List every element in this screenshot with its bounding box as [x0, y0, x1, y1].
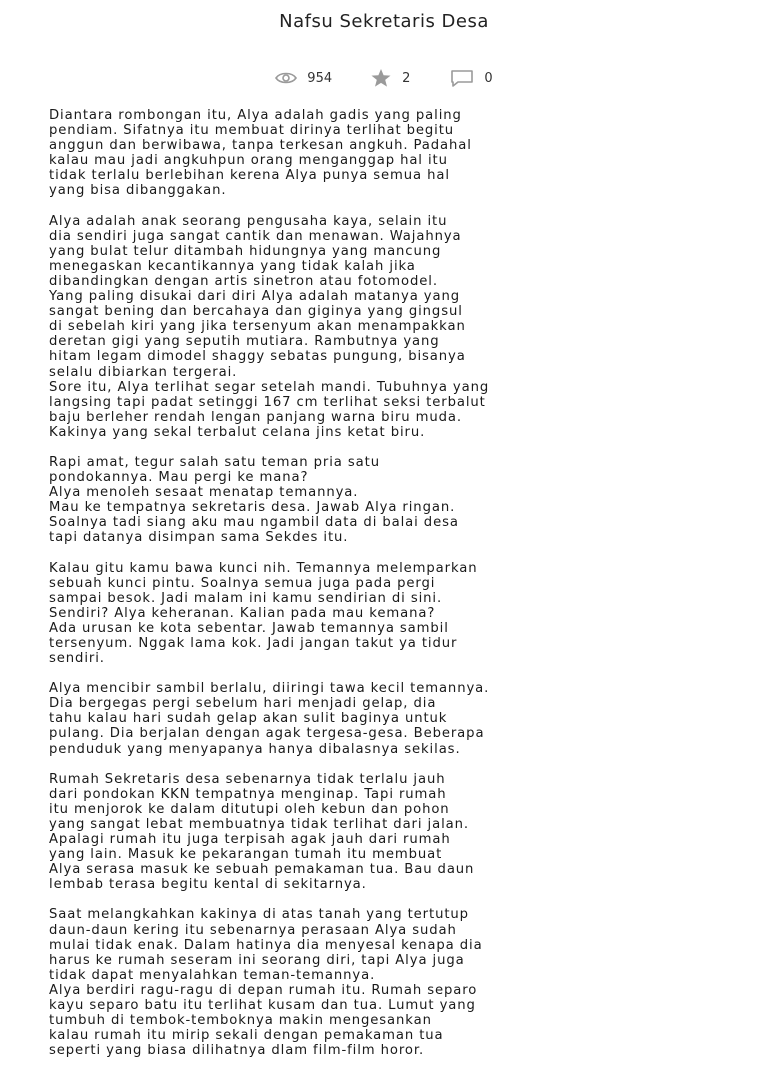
story-line: di sebelah kiri yang jika tersenyum akan menampakkan	[49, 319, 466, 335]
story-line: Alya berdiri ragu-ragu di depan rumah itu. Rumah separo	[49, 982, 478, 998]
story-line: Sendiri? Alya keheranan. Kalian pada mau kemana?	[49, 605, 436, 621]
story-line: Kakinya yang sekal terbalut celana jins ketat biru.	[49, 424, 426, 440]
story-line: tidak terlalu berlebihan kerena Alya punya semua hal	[49, 168, 450, 184]
story-line: Soalnya tadi siang aku mau ngambil data di balai desa	[49, 515, 459, 531]
story-line: kayu separo batu itu terlihat kusam dan tua. Lumut yang	[49, 997, 476, 1013]
story-line: hitam legam dimodel shaggy sebatas pungung, bisanya	[49, 349, 466, 365]
story-line: yang sangat lebat membuatnya tidak terlihat dari jalan.	[49, 816, 469, 832]
comments-stat	[450, 69, 492, 87]
story-line: Mau ke tempatnya sekretaris desa. Jawab Alya ringan.	[49, 500, 456, 516]
story-line: Rapi amat, tegur salah satu teman pria satu	[49, 454, 380, 470]
story-line: tumbuh di tembok-temboknya makin mengesankan	[49, 1013, 432, 1029]
story-line: Alya serasa masuk ke sebuah pemakaman tua. Bau daun	[49, 862, 475, 878]
story-line: penduduk yang menyapanya hanya dibalasnya sekilas.	[49, 741, 461, 757]
story-line: dibandingkan dengan artis sinetron atau fotomodel.	[49, 273, 438, 289]
story-line: yang lain. Masuk ke pekarangan tumah itu membuat	[49, 847, 443, 863]
story-line: harus ke rumah seseram ini seorang diri, tapi Alya juga	[49, 952, 465, 968]
story-line: Sore itu, Alya terlihat segar setelah mandi. Tubuhnya yang	[49, 379, 490, 395]
story-line: kalau rumah itu mirip sekali dengan pemakaman tua	[49, 1028, 444, 1044]
story-paragraph	[49, 681, 749, 756]
eye-icon	[275, 71, 297, 85]
story-line: dari pondokan KKN tempatnya menginap. Tapi rumah	[49, 786, 447, 802]
story-line: pendiam. Sifatnya itu membuat dirinya terlihat begitu	[49, 123, 455, 139]
story-line: daun-daun kering itu sebenarnya perasaan Alya sudah	[49, 922, 457, 938]
story-line: tersenyum. Nggak lama kok. Jadi jangan takut ya tidur	[49, 636, 458, 651]
story-line: sampai besok. Jadi malam ini kamu sendirian di sini.	[49, 590, 443, 606]
views-stat	[275, 71, 332, 86]
story-line: kalau mau jadi angkuhpun orang menganggap hal itu	[49, 153, 448, 169]
story-line: seperti yang biasa dilihatnya dlam film-film horor.	[49, 1043, 425, 1059]
story-stats	[0, 68, 768, 88]
story-line: dia sendiri juga sangat cantik dan menawan. Wajahnya	[49, 228, 462, 244]
story-line: tapi datanya disimpan sama Sekdes itu.	[49, 530, 349, 546]
story-line: selalu dibiarkan tergerai.	[49, 364, 238, 380]
story-body	[49, 108, 749, 1073]
story-line: anggun dan berwibawa, tanpa terkesan angkuh. Padahal	[49, 138, 472, 154]
story-line: Diantara rombongan itu, Alya adalah gadis yang paling	[49, 108, 462, 123]
story-line: Dia bergegas pergi sebelum hari menjadi gelap, dia	[49, 696, 437, 712]
story-line: mulai tidak enak. Dalam hatinya dia menyesal kenapa dia	[49, 937, 483, 953]
story-line: yang bulat telur ditambah hidungnya yang mancung	[49, 243, 442, 259]
story-paragraph	[49, 214, 749, 440]
story-line: itu menjorok ke dalam ditutupi oleh kebun dan pohon	[49, 801, 450, 817]
story-paragraph	[49, 561, 749, 667]
story-line: Kalau gitu kamu bawa kunci nih. Temannya melemparkan	[49, 560, 478, 576]
story-line: menegaskan kecantikannya yang tidak kalah jika	[49, 258, 416, 274]
story-line: Alya adalah anak seorang pengusaha kaya, selain itu	[49, 213, 448, 229]
story-line: baju berleher rendah lengan panjang warna biru muda.	[49, 409, 462, 425]
story-line: Rumah Sekretaris desa sebenarnya tidak terlalu jauh	[49, 771, 446, 787]
story-line: Saat melangkahkan kakinya di atas tanah yang tertutup	[49, 907, 469, 923]
story-line: deretan gigi yang seputih mutiara. Rambutnya yang	[49, 334, 440, 350]
story-line: yang bisa dibanggakan.	[49, 183, 227, 199]
story-paragraph	[49, 108, 749, 199]
votes-stat	[370, 68, 410, 88]
story-title: Nafsu Sekretaris Desa	[279, 11, 489, 32]
comments-count: 0	[484, 70, 493, 86]
story-line: lembab terasa begitu kental di sekitarnya.	[49, 877, 367, 893]
story-line: sangat bening dan bercahaya dan giginya yang gingsul	[49, 304, 463, 320]
story-line: sendiri.	[49, 651, 105, 667]
comment-icon	[450, 69, 474, 87]
story-paragraph	[49, 907, 749, 1058]
views-count: 954	[307, 70, 333, 86]
story-line: sebuah kunci pintu. Soalnya semua juga pada pergi	[49, 575, 436, 591]
story-line: langsing tapi padat setinggi 167 cm terlihat seksi terbalut	[49, 394, 486, 410]
votes-count: 2	[402, 70, 411, 86]
story-line: Apalagi rumah itu juga terpisah agak jauh dari rumah	[49, 832, 451, 848]
story-paragraph	[49, 455, 749, 546]
story-line: pulang. Dia berjalan dengan agak tergesa-gesa. Beberapa	[49, 726, 485, 742]
story-line: Alya mencibir sambil berlalu, diiringi tawa kecil temannya.	[49, 681, 490, 697]
story-line: Alya menoleh sesaat menatap temannya.	[49, 485, 359, 501]
story-line: tahu kalau hari sudah gelap akan sulit baginya untuk	[49, 711, 448, 727]
story-line: Ada urusan ke kota sebentar. Jawab temannya sambil	[49, 620, 449, 636]
story-paragraph	[49, 772, 749, 893]
story-line: Yang paling disukai dari diri Alya adalah matanya yang	[49, 289, 461, 305]
story-line: pondokannya. Mau pergi ke mana?	[49, 470, 309, 486]
story-line: tidak dapat menyalahkan teman-temannya.	[49, 967, 376, 983]
star-icon	[370, 68, 392, 88]
